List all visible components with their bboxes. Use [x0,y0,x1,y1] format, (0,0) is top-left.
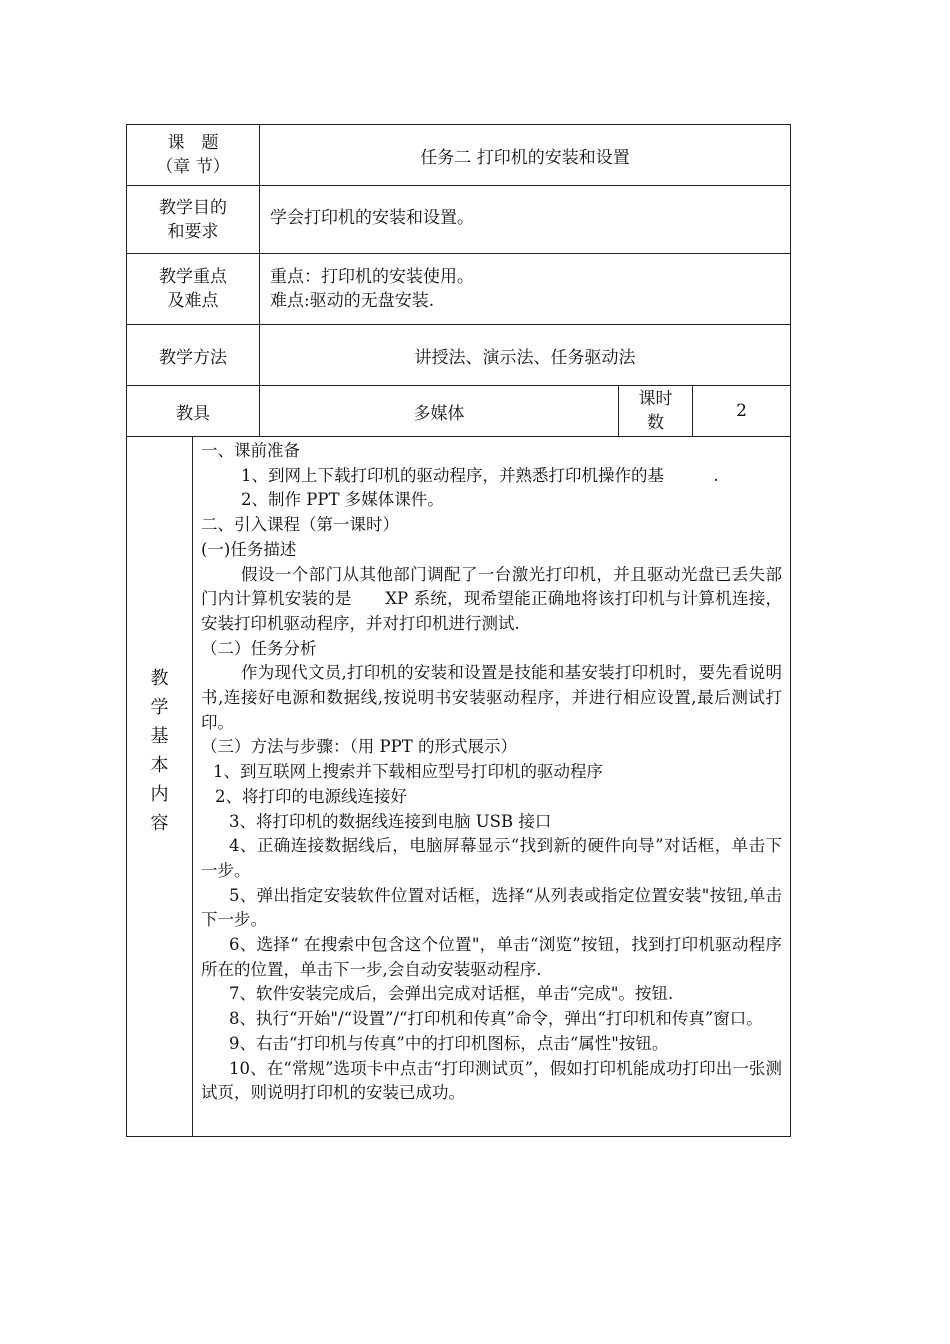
lesson-plan-table [126,124,791,1137]
goal-value-text: 学会打印机的安装和设置。 [270,208,474,228]
row-topic [127,125,791,186]
topic-label-line1: 课 题 [167,133,219,153]
method-value: 讲授法、演示法、任务驱动法 [260,325,791,386]
key-label-line1: 教学重点 [159,267,227,287]
goal-label-line2: 和要求 [167,221,219,242]
hours-value: 2 [693,386,791,437]
content-body [193,437,791,1137]
step-item: 9、右击“打印机与传真”中的打印机图标，点击“属性"按钮。 [229,1033,669,1053]
step-item: 4、正确连接数据线后，电脑屏幕显示“找到新的硬件向导”对话框，单击下一步。 [201,836,783,880]
method-label: 教学方法 [127,325,260,386]
hours-label-line1: 课时 [638,389,673,409]
row-method [127,325,791,386]
paragraph: 1、到网上下载打印机的驱动程序，并熟悉打印机操作的基 . [241,465,719,485]
step-item: 8、执行“开始"/“设置”/“打印机和传真”命令，弹出“打印机和传真”窗口。 [229,1009,763,1029]
row-tools [127,386,791,437]
row-content [127,437,791,1137]
difficult-point: 难点:驱动的无盘安装. [270,291,435,311]
side-char: 容 [150,812,169,834]
step-item: 7、软件安装完成后，会弹出完成对话框，单击“完成"。按钮. [229,984,674,1004]
content-side-label [127,437,193,1137]
goal-label-line1: 教学目的 [159,197,227,218]
row-goal [127,186,791,254]
step-item: 5、弹出指定安装软件位置对话框，选择“从列表或指定位置安装"按钮,单击下一步。 [201,885,783,930]
section-heading: 二、引入课程（第一课时） [201,515,399,535]
subsection-heading: （二）任务分析 [201,638,317,658]
paragraph: 假设一个部门从其他部门调配了一台激光打印机，并且驱动光盘已丢失部门内计算机安装的是 XP 系统，现希望能正确地将该打印机与计算机连接，安装打印机驱动程序，并对打印机进行测试. [201,564,783,633]
step-item: 3、将打印机的数据线连接到电脑 USB 接口 [229,811,552,831]
step-item: 1、到互联网上搜索并下载相应型号打印机的驱动程序 [213,762,603,782]
key-label [127,254,260,325]
subsection-heading: (一)任务描述 [201,539,297,559]
side-char: 教 [150,667,169,689]
paragraph: 作为现代文员,打印机的安装和设置是技能和基安装打印机时，要先看说明书,连接好电源和数据线,按说明书安装驱动程序，并进行相应设置,最后测试打印。 [201,663,783,732]
paragraph: 2、制作 PPT 多媒体课件。 [241,490,444,510]
topic-label-line2: （章 节） [156,157,230,177]
subsection-heading: （三）方法与步骤：（用 PPT 的形式展示） [201,737,517,757]
tools-value: 多媒体 [260,386,619,437]
topic-label [127,125,260,186]
key-point: 重点：打印机的安装使用。 [270,267,474,287]
hours-label [619,386,693,437]
goal-value [260,186,791,254]
step-item: 6、选择“ 在搜索中包含这个位置"，单击“浏览”按钮，找到打印机驱动程序所在的位置，单击下一步,会自动安装驱动程序. [201,935,783,979]
side-char: 本 [150,754,169,776]
step-item: 10、在“常规”选项卡中点击“打印测试页”，假如打印机能成功打印出一张测试页，则说明打印机的安装已成功。 [201,1058,783,1103]
goal-label [127,186,260,254]
hours-label-line2: 数 [647,413,664,433]
key-value [260,254,791,325]
side-char: 基 [150,725,169,747]
side-char: 学 [150,696,169,718]
side-char: 内 [150,783,169,805]
tools-label: 教具 [127,386,260,437]
topic-value: 任务二 打印机的安装和设置 [260,125,791,186]
key-label-line2: 及难点 [167,291,219,311]
section-heading: 一、课前准备 [201,441,300,460]
row-key [127,254,791,325]
step-item: 2、将打印的电源线连接好 [215,786,407,806]
